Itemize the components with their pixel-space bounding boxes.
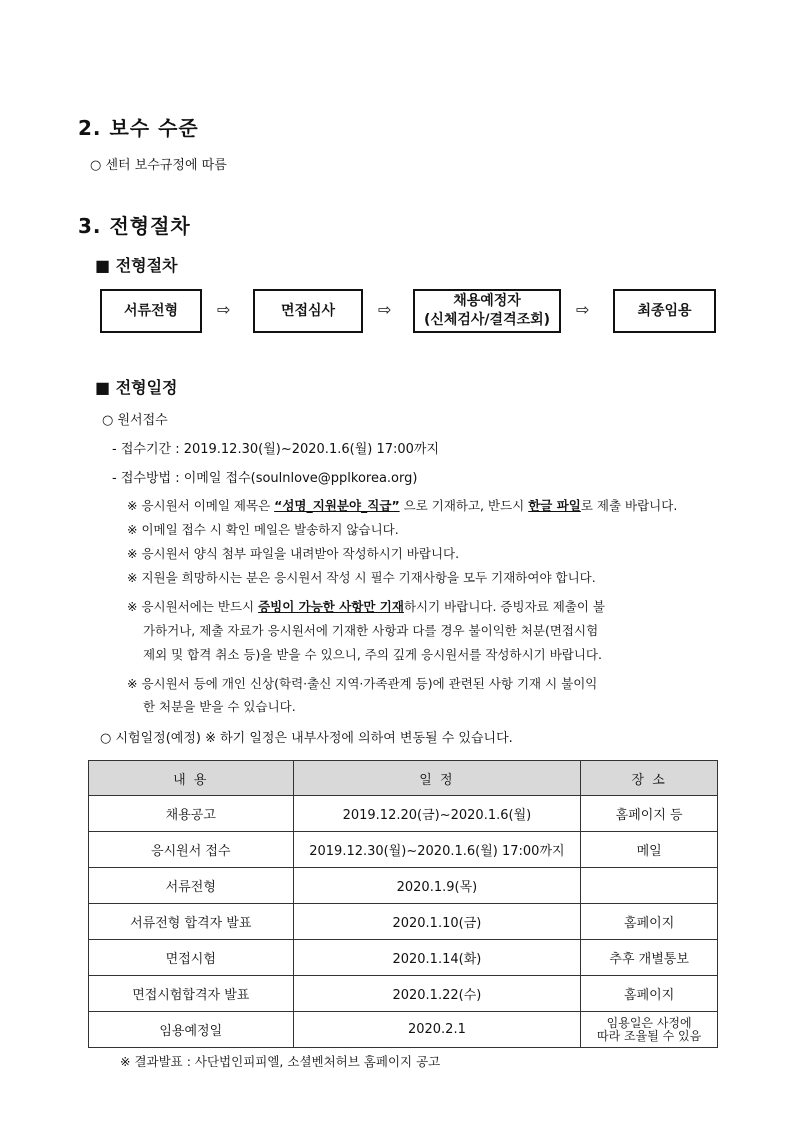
note-evidence-line1: ※ 응시원서에는 반드시 증빙이 가능한 사항만 기재하시기 바랍니다. 증빙자료 제출이 불 [127,599,605,614]
cell-date: 2019.12.20(금)~2020.1.6(월) [293,796,581,832]
cell-item: 응시원서 접수 [89,832,294,868]
exam-schedule-notice: ○ 시험일정(예정) ※ 하기 일정은 내부사정에 의하여 변동될 수 있습니다. [100,731,513,746]
schedule-table [88,760,718,1048]
table-row [89,832,718,868]
note-email-title: ※ 응시원서 이메일 제목은 “성명_지원분야_직급” 으로 기재하고, 반드시 한글 파일로 제출 바랍니다. [127,498,678,513]
flow-step-final: 최종임용 [613,289,716,333]
cell-item: 임용예정일 [89,1012,294,1048]
table-row [89,868,718,904]
cell-place: 홈페이지 [581,976,718,1012]
results-footnote: ※ 결과발표 : 사단법인피피엘, 소셜벤처허브 홈페이지 공고 [120,1054,441,1069]
cell-date: 2020.1.10(금) [293,904,581,940]
header-place: 장 소 [581,761,718,796]
header-content: 내 용 [89,761,294,796]
cell-place [581,1012,718,1048]
table-row [89,796,718,832]
note-personal-info-line1: ※ 응시원서 등에 개인 신상(학력·출신 지역·가족관계 등)에 관련된 사항 기재 시 불이익 [127,676,598,691]
apply-heading: ○ 원서접수 [102,413,168,428]
table-row [89,976,718,1012]
cell-item: 채용공고 [89,796,294,832]
cell-item: 서류전형 합격자 발표 [89,904,294,940]
table-row [89,904,718,940]
flow-step-document: 서류전형 [100,289,202,333]
flow-arrow-icon: ⇨ [576,300,590,319]
cell-date: 2020.1.14(화) [293,940,581,976]
flow-step-interview: 면접심사 [253,289,363,333]
apply-period: - 접수기간 : 2019.12.30(월)~2020.1.6(월) 17:00까지 [112,442,440,457]
section-2-title: 2. 보수 수준 [78,116,199,140]
cell-place: 홈페이지 등 [581,796,718,832]
table-row [89,1012,718,1048]
note-evidence-line3: 제외 및 합격 취소 등)을 받을 수 있으니, 주의 깊게 응시원서를 작성하시기 바랍니다. [143,647,602,662]
cell-date: 2019.12.30(월)~2020.1.6(월) 17:00까지 [293,832,581,868]
table-row [89,940,718,976]
note-evidence-line2: 가하거나, 제출 자료가 응시원서에 기재한 사항과 다를 경우 불이익한 처분(면접시험 [143,623,599,638]
apply-method: - 접수방법 : 이메일 접수(soulnlove@pplkorea.org) [112,471,418,486]
flow-arrow-icon: ⇨ [217,300,231,319]
cell-item: 서류전형 [89,868,294,904]
note-required-fields: ※ 지원을 희망하시는 분은 응시원서 작성 시 필수 기재사항을 모두 기재하여야 합니다. [127,570,596,585]
subheading-procedure: ■ 전형절차 [95,256,178,275]
header-schedule: 일 정 [293,761,581,796]
flow-step-candidate [413,289,561,333]
note-no-confirmation: ※ 이메일 접수 시 확인 메일은 발송하지 않습니다. [127,522,399,537]
cell-date: 2020.1.22(수) [293,976,581,1012]
table-header-row [89,761,718,796]
flow-arrow-icon: ⇨ [378,300,392,319]
subheading-schedule: ■ 전형일정 [95,378,178,397]
cell-item: 면접시험 [89,940,294,976]
cell-place: 홈페이지 [581,904,718,940]
flow-step-candidate-line1: 채용예정자 [453,293,521,310]
note-personal-info-line2: 한 처분을 받을 수 있습니다. [143,699,296,714]
cell-place [581,868,718,904]
flow-step-candidate-line2: (신체검사/결격조회) [423,312,551,328]
note-download-form: ※ 응시원서 양식 첨부 파일을 내려받아 작성하시기 바랍니다. [127,546,460,561]
section-2-bullet: ○ 센터 보수규정에 따름 [90,158,227,173]
section-3-title: 3. 전형절차 [78,214,191,238]
cell-place: 메일 [581,832,718,868]
cell-item: 면접시험합격자 발표 [89,976,294,1012]
cell-date: 2020.1.9(목) [293,868,581,904]
cell-place-line1: 임용일은 사정에 [606,1015,692,1030]
cell-place-line2: 따라 조율될 수 있음 [597,1028,702,1043]
cell-date: 2020.2.1 [293,1012,581,1048]
cell-place: 추후 개별통보 [581,940,718,976]
